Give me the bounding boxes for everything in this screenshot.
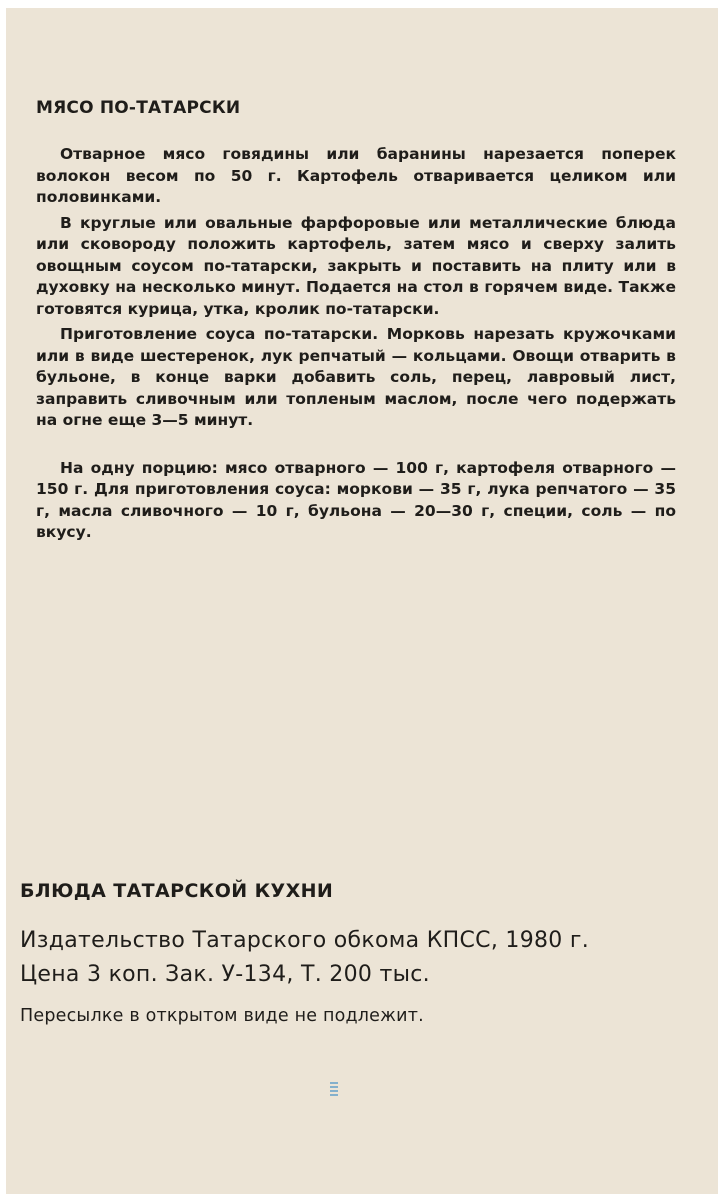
- price-line: Цена 3 коп. Зак. У-134, Т. 200 тыс.: [20, 962, 430, 987]
- mail-note: Пересылке в открытом виде не подлежит.: [20, 1006, 424, 1026]
- sauce-text: Морковь нарезать кружочками или в виде шестеренок, лук репчатый — кольцами. Овощи отварить в бульоне, в конце варки добавить соль, перец, лавровый лист, заправить сливочным или топленым маслом, после чего подержать на огне еще 3—5 минут.: [36, 325, 676, 429]
- recipe-section: [36, 98, 676, 544]
- sauce-heading: Приготовление соуса по-татарски.: [60, 325, 379, 343]
- ink-mark: [330, 1082, 338, 1096]
- recipe-paragraph-assembly: В круглые или овальные фарфоровые или металлические блюда или сковороду положить картофель, затем мясо и сверху залить овощным соусом по-татарски, закрыть и поставить на плиту или в духовку на несколько минут. Подается на стол в горячем виде. Также готовятся курица, утка, кролик по-татарски.: [36, 213, 676, 318]
- recipe-title: МЯСО ПО-ТАТАРСКИ: [36, 98, 241, 118]
- recipe-portion: На одну порцию: мясо отварного — 100 г, картофеля отварного — 150 г. Для приготовления соуса: моркови — 35 г, лука репчатого — 35 г, масла сливочного — 10 г, бульона — 20—30 г, специи, соль — по вкусу.: [36, 458, 676, 541]
- publisher-line: Издательство Татарского обкома КПСС, 1980 г.: [20, 928, 590, 953]
- postcard-back: [6, 8, 718, 1194]
- series-title: БЛЮДА ТАТАРСКОЙ КУХНИ: [20, 880, 334, 902]
- imprint-section: [20, 880, 710, 1026]
- recipe-paragraph-sauce: [36, 324, 676, 432]
- recipe-paragraph-ingredients: Отварное мясо говядины или баранины нарезается поперек волокон весом по 50 г. Картофель отваривается целиком или половинками.: [36, 145, 676, 206]
